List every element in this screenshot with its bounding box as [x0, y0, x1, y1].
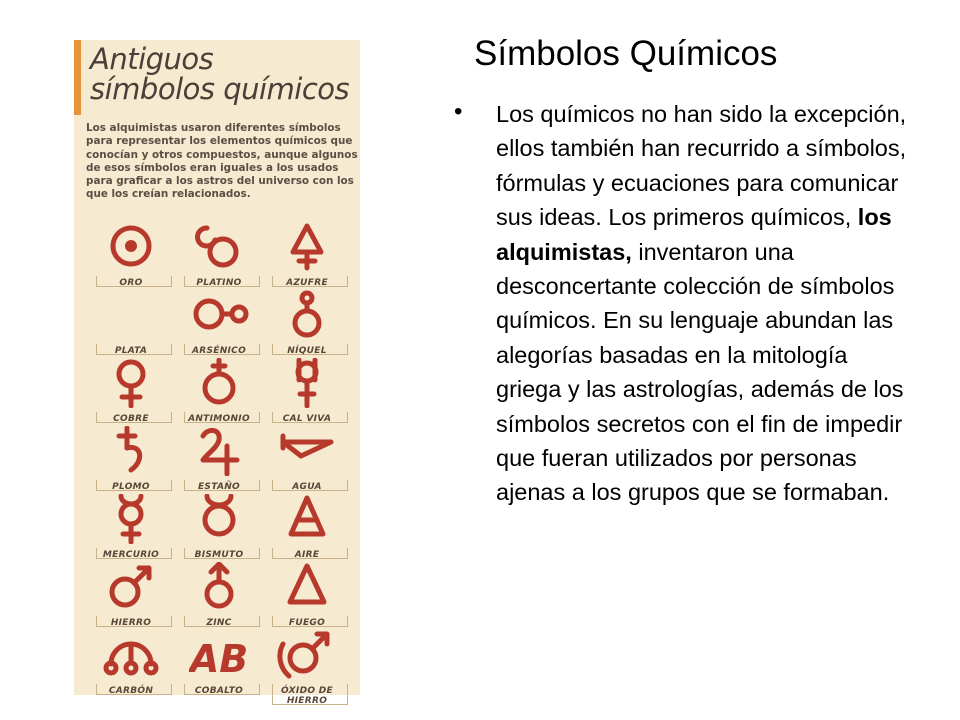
saturn-icon — [101, 426, 161, 476]
symbol-cell-cobalto — [176, 630, 262, 696]
symbol-cell-plomo — [88, 426, 174, 492]
moon-icon — [101, 290, 161, 340]
air-icon — [277, 494, 337, 544]
poster-title — [90, 44, 360, 104]
platinum-icon — [189, 222, 249, 272]
symbol-cell-agua — [264, 426, 350, 492]
symbol-cell-cobre — [88, 358, 174, 424]
symbol-cell-zinc — [176, 562, 262, 628]
symbol-label: ARSÉNICO — [191, 346, 247, 356]
iron-oxide-icon — [277, 630, 337, 680]
bullet-paragraph — [496, 97, 916, 510]
symbol-cell-arsenico — [176, 290, 262, 356]
symbol-label: ORO — [119, 278, 143, 288]
jupiter-icon — [189, 426, 249, 476]
symbol-cell-fuego — [264, 562, 350, 628]
bullet-text-bold: los alquimistas, — [496, 204, 892, 265]
bullet-text-part2: inventaron una desconcertante colección de símbolos químicos. En su lenguaje abundan las alegorías basadas en la mitología griega y las astrologías, además de los símbolos secretos con el fin de impedir que fueran utilizados por personas ajenas a los grupos que se formaban. — [496, 238, 904, 506]
carbon-icon — [101, 630, 161, 680]
poster-accent-bar — [74, 40, 81, 115]
symbol-label: ÓXIDO DE HIERRO — [281, 686, 333, 706]
symbol-cell-plata — [88, 290, 174, 356]
symbol-cell-bismuto — [176, 494, 262, 560]
cobalt-letters: AB — [189, 637, 249, 680]
symbol-label: MERCURIO — [102, 550, 160, 560]
mars-icon — [101, 562, 161, 612]
alchemy-symbols-poster — [74, 40, 360, 706]
sulfur-icon — [277, 222, 337, 272]
symbol-label: BISMUTO — [194, 550, 244, 560]
arsenic-icon — [189, 290, 249, 340]
symbol-label: PLOMO — [112, 482, 150, 492]
symbol-label: AZUFRE — [286, 278, 328, 288]
symbol-cell-estano — [176, 426, 262, 492]
antimony-icon — [189, 358, 249, 408]
symbol-cell-hierro — [88, 562, 174, 628]
symbol-cell-carbon — [88, 630, 174, 696]
symbol-cell-oxido-de-hierro — [264, 630, 350, 706]
symbol-label: FUEGO — [288, 618, 326, 628]
bullet-text-part1: Los químicos no han sido la excepción, ellos también han recurrido a símbolos, fórmulas y ecuaciones para comunicar sus ideas. Los primeros químicos, — [496, 101, 907, 231]
symbol-label: COBALTO — [194, 686, 244, 696]
poster-title-line1: Antiguos — [90, 42, 214, 76]
symbol-label: COBRE — [113, 414, 149, 424]
venus-icon — [101, 358, 161, 408]
symbol-label: NÍQUEL — [287, 346, 327, 356]
poster-description: Los alquimistas usaron diferentes símbolos para representar los elementos químicos que conocían y otros compuestos, aunque algunos de esos símbolos eran iguales a los usados para graficar a los astros del universo con los que los creían relacionados. — [86, 122, 358, 201]
symbol-cell-azufre — [264, 222, 350, 288]
zinc-icon — [189, 562, 249, 612]
nickel-icon — [277, 290, 337, 340]
cobalt-icon — [189, 630, 249, 680]
bullet-icon: • — [454, 98, 463, 125]
symbol-label: ESTAÑO — [197, 482, 241, 492]
mercury-icon — [101, 494, 161, 544]
sun-icon — [101, 222, 161, 272]
symbol-cell-oro — [88, 222, 174, 288]
symbol-cell-antimonio — [176, 358, 262, 424]
symbol-cell-cal-viva — [264, 358, 350, 424]
symbol-cell-platino — [176, 222, 262, 288]
symbol-label: HIERRO — [110, 618, 152, 628]
poster-title-line2: símbolos químicos — [90, 72, 350, 106]
symbol-label: ZINC — [206, 618, 232, 628]
symbol-cell-niquel — [264, 290, 350, 356]
symbol-label: CAL VIVA — [282, 414, 332, 424]
slide-title: Símbolos Químicos — [474, 34, 778, 73]
water-icon — [277, 426, 337, 476]
symbol-label: PLATA — [114, 346, 148, 356]
symbol-label: PLATINO — [196, 278, 242, 288]
fire-icon — [277, 562, 337, 612]
symbol-label: AGUA — [292, 482, 322, 492]
bismuth-icon — [189, 494, 249, 544]
symbol-label: ANTIMONIO — [188, 414, 250, 424]
symbol-label: AIRE — [294, 550, 320, 560]
quicklime-icon — [277, 358, 337, 408]
symbol-cell-aire — [264, 494, 350, 560]
symbol-cell-mercurio — [88, 494, 174, 560]
symbol-label: CARBÓN — [108, 686, 154, 696]
